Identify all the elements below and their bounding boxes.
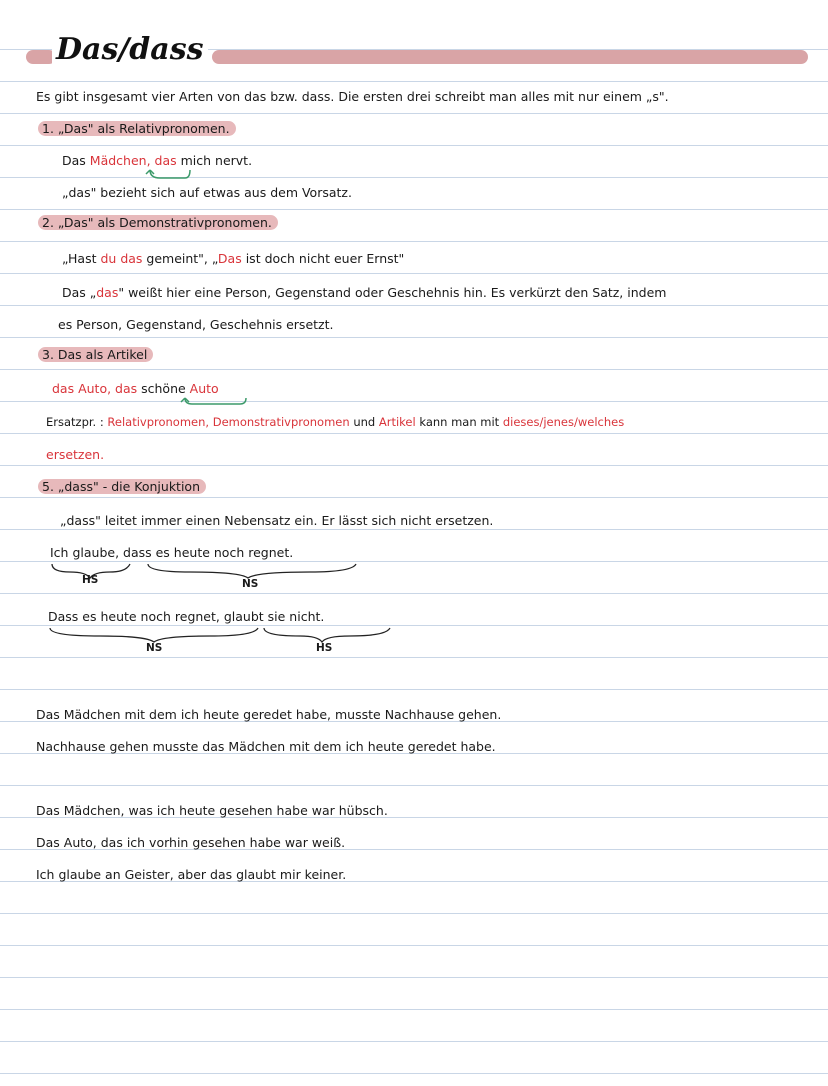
page-title: Das/dass (52, 32, 208, 67)
s2-ex-part: gemeint", „ (142, 251, 218, 266)
s3-ex-highlight: das Auto, das (52, 381, 138, 396)
brace-ns-2 (50, 628, 258, 642)
s3-ex-part: schöne (137, 381, 190, 396)
section5-heading-text: 5. „dass" - die Konjuktion (38, 479, 206, 494)
article-arrow (185, 398, 246, 404)
section3-heading-text: 3. Das als Artikel (38, 347, 153, 362)
brace-hs-1 (52, 564, 130, 578)
s2-ex-part: „Hast (62, 251, 101, 266)
s2-note-highlight: das (96, 285, 119, 300)
s1-ex-part: Das (62, 153, 90, 168)
example2-sentence: Dass es heute noch regnet, glaubt sie nicht. (48, 609, 325, 624)
example1-ns-label: NS (242, 578, 259, 590)
s2-ex-part: ist doch nicht euer Ernst" (241, 251, 405, 266)
repl-part: und (349, 415, 379, 429)
section1-note: „das" bezieht sich auf etwas aus dem Vorsatz. (62, 185, 352, 200)
repl-highlight: Artikel (378, 415, 416, 429)
example1-sentence: Ich glaube, dass es heute noch regnet. (50, 545, 294, 560)
repl-part: Ersatzpr. : (46, 415, 108, 429)
s1-ex-part: mich nervt. (176, 153, 253, 168)
s2-ex-highlight: du das (100, 251, 143, 266)
example1-hs-label: HS (82, 574, 99, 586)
s3-ex-highlight: Auto (189, 381, 219, 396)
repl-highlight: dieses/jenes/welches (502, 415, 625, 429)
repl-highlight: Relativpronomen, Demonstrativpronomen (107, 415, 350, 429)
s2-ex-highlight: Das (217, 251, 242, 266)
s2-note-part: " weißt hier eine Person, Gegenstand oder Geschehnis hin. Es verkürzt den Satz, indem (118, 285, 667, 300)
brace-hs-2 (264, 628, 390, 642)
section2-heading-text: 2. „Das" als Demonstrativpronomen. (38, 215, 278, 230)
extra-line-3: Das Mädchen, was ich heute gesehen habe war hübsch. (36, 803, 388, 818)
example2-ns-label: NS (146, 642, 163, 654)
s2-note-part: Das „ (62, 285, 97, 300)
repl-part: kann man mit (415, 415, 503, 429)
replacement-note-2: ersetzen. (46, 447, 105, 462)
extra-line-5: Ich glaube an Geister, aber das glaubt mir keiner. (36, 867, 347, 882)
s1-ex-highlight: Mädchen, das (89, 153, 177, 168)
extra-line-2: Nachhause gehen musste das Mädchen mit dem ich heute geredet habe. (36, 739, 496, 754)
extra-line-1: Das Mädchen mit dem ich heute geredet habe, musste Nachhause gehen. (36, 707, 502, 722)
relative-arrow (150, 170, 190, 178)
section5-note: „dass" leitet immer einen Nebensatz ein. Er lässt sich nicht ersetzen. (60, 513, 494, 528)
section2-note2: es Person, Gegenstand, Geschehnis ersetzt. (58, 317, 334, 332)
extra-line-4: Das Auto, das ich vorhin gesehen habe war weiß. (36, 835, 346, 850)
section1-heading-text: 1. „Das" als Relativpronomen. (38, 121, 236, 136)
example2-hs-label: HS (316, 642, 333, 654)
brace-ns-1 (148, 564, 356, 578)
intro-text: Es gibt insgesamt vier Arten von das bzw. dass. Die ersten drei schreibt man alles mit nur einem „s". (36, 89, 669, 104)
